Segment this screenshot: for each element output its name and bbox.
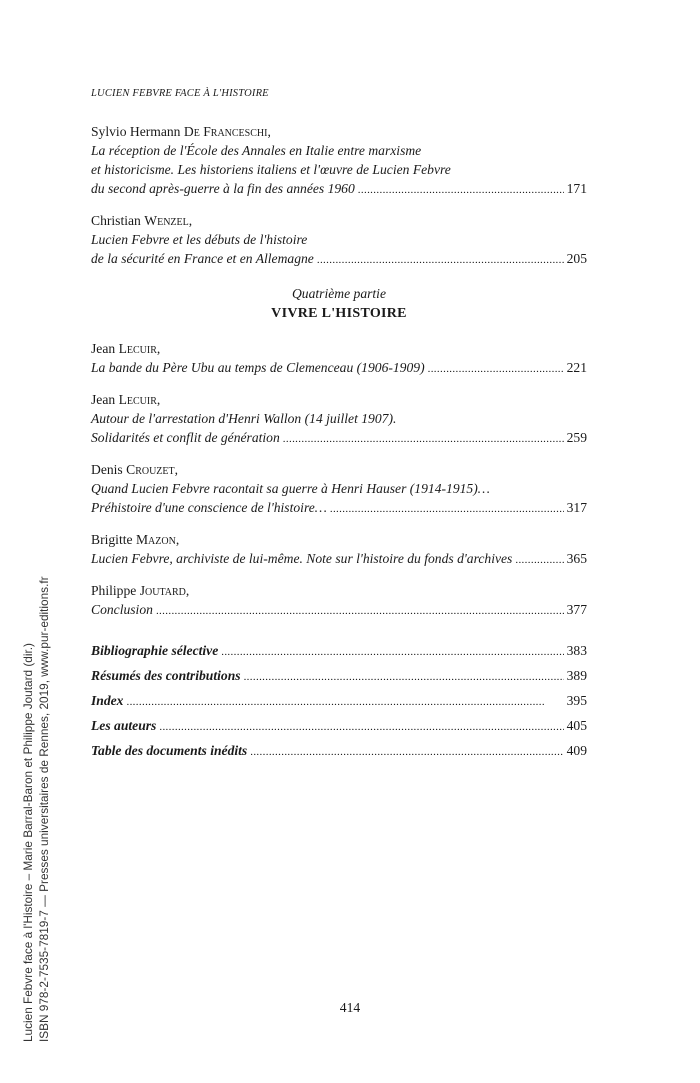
back-matter-page: 389: [566, 668, 587, 683]
dot-leader: [358, 181, 564, 200]
toc-entry: [91, 211, 587, 270]
entry-page: 377: [566, 602, 587, 617]
back-matter-page: 395: [566, 693, 587, 708]
dot-leader: [515, 551, 563, 570]
entry-last-line: [91, 249, 587, 270]
back-matter-item: [91, 741, 587, 762]
back-matter-label: Bibliographie sélective: [91, 643, 219, 658]
entry-last-line: [91, 498, 587, 519]
dot-leader: [330, 500, 564, 519]
part-title: VIVRE L'HISTOIRE: [271, 306, 407, 321]
entry-title-line: Lucien Febvre et les débuts de l'histoire: [91, 232, 308, 247]
back-matter-label: Résumés des contributions: [91, 668, 241, 683]
back-matter-page: 409: [566, 743, 587, 758]
entry-last-line: [91, 428, 587, 449]
entry-author: Jean Lecuir,: [91, 341, 161, 356]
toc-entry: [91, 530, 587, 570]
entry-last-line: [91, 179, 587, 200]
side-note-line: Lucien Febvre face à l'Histoire – Marie Barral-Baron et Philippe Joutard (dir.): [21, 643, 35, 1042]
toc-entry: [91, 122, 587, 200]
dot-leader: [156, 602, 564, 621]
dot-leader: [126, 693, 563, 712]
dot-leader: [317, 251, 564, 270]
running-head: LUCIEN FEBVRE FACE À L'HISTOIRE: [91, 88, 269, 99]
entry-title-line: Quand Lucien Febvre racontait sa guerre à Henri Hauser (1914-1915)…: [91, 481, 490, 496]
back-matter-label: Table des documents inédits: [91, 743, 248, 758]
side-note-line: ISBN 978-2-7535-7819-7 — Presses universitaires de Rennes, 2019, www.pur-editions.fr: [37, 576, 51, 1042]
entry-author: Denis Crouzet,: [91, 462, 179, 477]
entry-title-line: La réception de l'École des Annales en Italie entre marxisme: [91, 143, 422, 158]
back-matter-item: [91, 641, 587, 662]
entry-title-end: Conclusion: [91, 602, 153, 617]
part-heading: [91, 284, 587, 325]
entry-last-line: [91, 358, 587, 379]
dot-leader: [244, 668, 564, 687]
toc-entry: [91, 460, 587, 519]
entry-last-line: [91, 549, 587, 570]
entry-author: Jean Lecuir,: [91, 392, 161, 407]
dot-leader: [283, 430, 564, 449]
entry-title-end: du second après-guerre à la fin des années 1960: [91, 181, 355, 196]
back-matter-item: [91, 666, 587, 687]
back-matter-label: Index: [91, 693, 124, 708]
entry-author: Philippe Joutard,: [91, 583, 190, 598]
entry-page: 317: [566, 500, 587, 515]
entry-author: Christian Wenzel,: [91, 213, 193, 228]
entry-title-end: Solidarités et conflit de génération: [91, 430, 280, 445]
entry-page: 365: [566, 551, 587, 566]
entry-title-end: Lucien Febvre, archiviste de lui-même. Note sur l'histoire du fonds d'archives: [91, 551, 513, 566]
entry-page: 171: [566, 181, 587, 196]
back-matter-page: 383: [566, 643, 587, 658]
entry-last-line: [91, 600, 587, 621]
back-matter-page: 405: [566, 718, 587, 733]
toc-entry: [91, 339, 587, 379]
entry-page: 259: [566, 430, 587, 445]
copyright-side-note: [20, 576, 52, 1042]
toc-entry: [91, 581, 587, 621]
back-matter-item: [91, 691, 587, 712]
table-of-contents: [91, 122, 587, 766]
entry-page: 221: [566, 360, 587, 375]
dot-leader: [159, 718, 563, 737]
entry-title-end: La bande du Père Ubu au temps de Clemenceau (1906-1909): [91, 360, 425, 375]
entry-title-end: de la sécurité en France et en Allemagne: [91, 251, 314, 266]
entry-author: Brigitte Mazon,: [91, 532, 180, 547]
dot-leader: [428, 360, 564, 379]
back-matter-label: Les auteurs: [91, 718, 157, 733]
part-label: Quatrième partie: [291, 286, 386, 301]
dot-leader: [221, 643, 563, 662]
entry-author: Sylvio Hermann De Franceschi,: [91, 124, 271, 139]
dot-leader: [250, 743, 563, 762]
page-number: 414: [339, 1000, 361, 1015]
back-matter-item: [91, 716, 587, 737]
entry-title-line: Autour de l'arrestation d'Henri Wallon (14 juillet 1907).: [91, 411, 397, 426]
entry-page: 205: [566, 251, 587, 266]
toc-entry: [91, 390, 587, 449]
entry-title-end: Préhistoire d'une conscience de l'histoire…: [91, 500, 327, 515]
entry-title-line: et historicisme. Les historiens italiens et l'œuvre de Lucien Febvre: [91, 162, 451, 177]
back-matter: [91, 641, 587, 762]
